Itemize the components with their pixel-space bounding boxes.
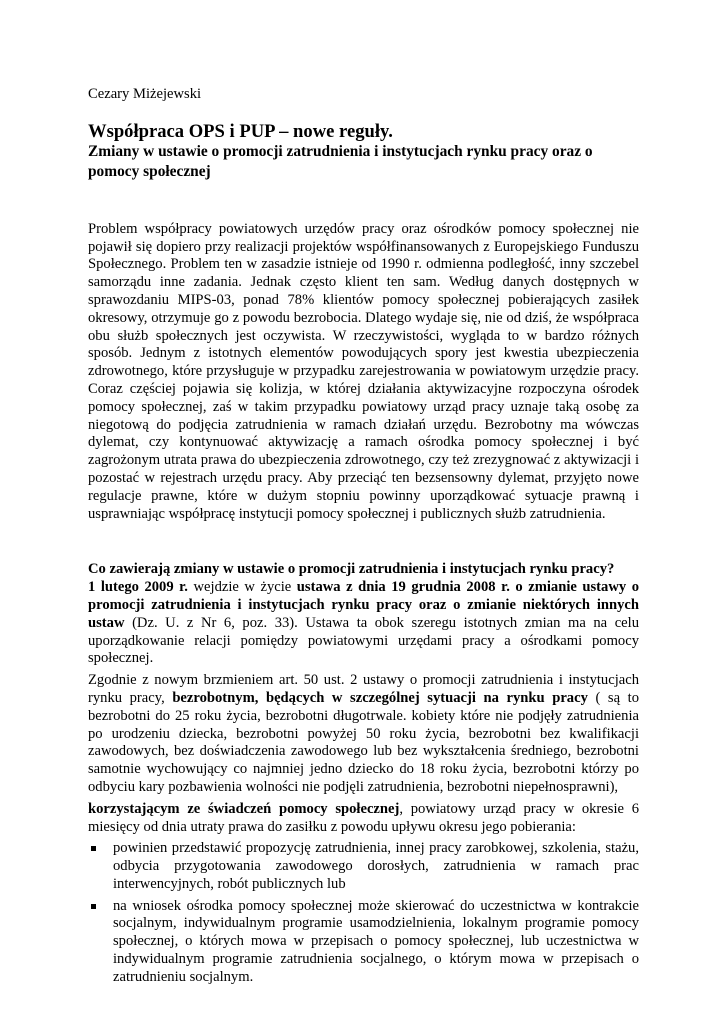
paragraph-2-bold: bezrobotnym, będących w szczególnej sytuacji na rynku pracy xyxy=(172,689,588,706)
bullet-list xyxy=(88,840,639,986)
document-title: Współpraca OPS i PUP – nowe reguły. xyxy=(88,120,393,142)
author-name: Cezary Miżejewski xyxy=(88,86,202,102)
section-paragraph-2 xyxy=(88,672,639,797)
paragraph-3-bold: korzystającym ze świadczeń pomocy społecznej xyxy=(88,800,400,817)
effective-date: 1 lutego 2009 r. xyxy=(88,579,188,596)
square-bullet-icon xyxy=(91,904,96,909)
section-heading: Co zawierają zmiany w ustawie o promocji zatrudnienia i instytucjach rynku pracy? xyxy=(88,561,615,578)
square-bullet-icon xyxy=(91,846,96,851)
list-item-text: na wniosek ośrodka pomocy społecznej może skierować do uczestnictwa w kontrakcie socjalnym, indywidualnym programie usamodzielnienia, lokalnym programie pomocy społecznej, o których mowa w przepisach o pomocy społecznej, lub uczestnictwa w indywidualnym programie zatrudnienia socjalnego, o którym mowa w przepisach o zatrudnieniu socjalnym. xyxy=(113,897,639,985)
paragraph-2-text-a: Zgodnie z nowym brzmieniem art. 50 ust. 2 ustawy o promocji zatrudnienia i instytucjach rynku pracy, xyxy=(88,672,639,706)
paragraph-3-text: , powiatowy urząd pracy w okresie 6 miesięcy od dnia utraty prawa do zasiłku z powodu upływu okresu jego pobierania: xyxy=(88,800,640,835)
list-item xyxy=(88,898,639,987)
section-paragraph-1 xyxy=(88,579,639,668)
act-title: ustawa z dnia 19 grudnia 2008 r. o zmianie ustawy o promocji zatrudnienia i instytucjach rynku pracy oraz o zmianie niektórych innych ustaw xyxy=(88,579,639,631)
paragraph-2-text-b: ( są to bezrobotni do 25 roku życia, bezrobotni długotrwale. kobiety które nie podjęły zatrudnienia po urodzeniu dziecka, bezrobotni powyżej 50 roku życia, bezrobotni bez kwalifikacji zawodowych, bez doświadczenia zawodowego lub bez wykształcenia średniego, bezrobotni samotnie wychowujący co najmniej jedno dziecko do 18 roku życia, bezrobotni którzy po odbyciu kary pozbawienia wolności nie podjęli zatrudnienia, bezrobotni niepełnosprawni), xyxy=(88,689,639,795)
document-subtitle: Zmiany w ustawie o promocji zatrudnienia i instytucjach rynku pracy oraz o pomocy społecznej xyxy=(88,142,593,180)
paragraph-1-text-a: wejdzie w życie xyxy=(187,579,297,596)
intro-paragraph: Problem współpracy powiatowych urzędów pracy oraz ośrodków pomocy społecznej nie pojawił się dopiero przy realizacji projektów współfinansowanych z Europejskiego Funduszu Społecznego. Problem ten w zasadzie istnieje od 1990 r. odmienna podległość, inny szczebel samorządu inne zadania. Jednak często klient ten sam. Według danych dostępnych w sprawozdaniu MIPS-03, ponad 78% klientów pomocy społecznej pobierających zasiłek okresowy, otrzymuje go z powodu bezrobocia. Dlatego wydaje się, nie od dziś, że współpraca obu służb społecznych jest oczywista. W rzeczywistości, wygląda to w bardzo różnych sposób. Jednym z istotnych elementów powodujących spory jest kwestia ubezpieczenia zdrowotnego, które przysługuje w przypadku zarejestrowania w powiatowym urzędzie pracy. Coraz częściej pojawia się kolizja, w której działania aktywizacyjne rozpoczyna ośrodek pomocy społecznej, zaś w takim przypadku powiatowy urząd pracy uznaje taką osobę za niegotową do podjęcia zatrudnienia w ramach działań urzędu. Bezrobotny ma wówczas dylemat, czy kontynuować aktywizację a ramach ośrodka pomocy społecznej i być zagrożonym utrata prawa do ubezpieczenia zdrowotnego, czy też zrezygnować z aktywizacji i pozostać w rejestrach urzędu pracy. Aby przeciąć ten bezsensowny dylemat, przyjęto nowe regulacje prawne, które w dużym stopniu powinny uporządkować sytuacje prawną i usprawniając współpracę instytucji pomocy społecznej i publicznych służb zatrudnienia. xyxy=(88,220,639,522)
list-item-text: powinien przedstawić propozycję zatrudnienia, innej pracy zarobkowej, szkolenia, stażu, odbycia przygotowania zawodowego dorosłych, zatrudnienia w ramach prac interwencyjnych, robót publicznych lub xyxy=(113,840,639,892)
paragraph-1-text-b: (Dz. U. z Nr 6, poz. 33). Ustawa ta obok szeregu istotnych zmian ma na celu uporządkowanie relacji pomiędzy powiatowymi urzędami pracy a ośrodkami pomocy społecznej. xyxy=(88,614,639,667)
section-paragraph-3 xyxy=(88,801,639,837)
list-item xyxy=(88,840,639,893)
document-page xyxy=(88,86,639,991)
